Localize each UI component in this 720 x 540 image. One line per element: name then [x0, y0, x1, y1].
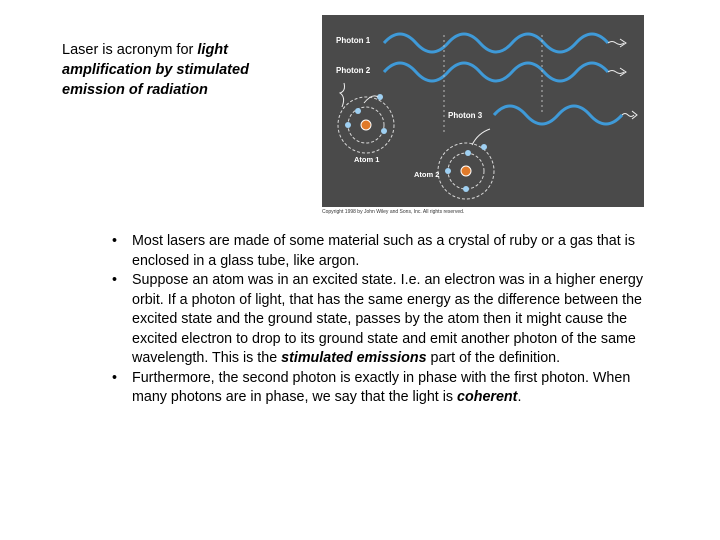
- laser-diagram-svg: [322, 15, 644, 207]
- photon1-arrow-icon: [608, 39, 626, 47]
- bullet-icon: •: [112, 272, 118, 288]
- atom1: [338, 83, 394, 153]
- photon3-wave: [494, 106, 622, 124]
- bullet-text: Furthermore, the second photon is exactly in phase with the first photon. When many photons are in phase, we say that the light is: [132, 369, 631, 405]
- intro-emphasis: light amplification by stimulated emission of radiation: [62, 42, 249, 98]
- photon2-label: Photon 2: [336, 66, 371, 75]
- photon1-label: Photon 1: [336, 36, 371, 45]
- photon2-wave: [384, 63, 608, 81]
- atom1-label: Atom 1: [354, 155, 380, 164]
- photon3-label: Photon 3: [448, 111, 483, 120]
- figure-copyright: Copyright 1998 by John Wiley and Sons, Inc. All rights reserved.: [322, 209, 465, 215]
- bullet-item: [112, 232, 657, 271]
- bullet-icon: •: [112, 369, 118, 386]
- photon1-wave: [384, 34, 608, 52]
- bullet-text: Suppose an atom was in an excited state. I.e. an electron was in a higher energy orbit. If a photon of light, that has the same energy as the difference between the excited state and the ground state, passes by the atom then it might cause the excited electron to drop to its ground state and emit another photon of the same wavelength. This is the: [132, 272, 644, 366]
- bullet-suffix: part of the definition.: [426, 350, 561, 366]
- atom2-label: Atom 2: [414, 170, 440, 179]
- bullet-item: [112, 369, 657, 408]
- intro-text: [62, 40, 312, 100]
- photon3-arrow-icon: [622, 111, 637, 119]
- bullet-list: [112, 232, 657, 408]
- bullet-text: Most lasers are made of some material such as a crystal of ruby or a gas that is enclosed in a glass tube, like argon.: [132, 233, 635, 269]
- atom2: [438, 129, 494, 199]
- photon2-arrow-icon: [608, 68, 626, 76]
- bullet-emphasis: coherent: [457, 389, 518, 405]
- laser-diagram: [322, 15, 644, 207]
- bullet-suffix: .: [517, 389, 522, 405]
- intro-prefix: Laser is acronym for: [62, 42, 198, 58]
- bullet-icon: •: [112, 233, 118, 249]
- bullet-emphasis: stimulated emissions: [281, 350, 427, 366]
- bullet-item: [112, 271, 657, 369]
